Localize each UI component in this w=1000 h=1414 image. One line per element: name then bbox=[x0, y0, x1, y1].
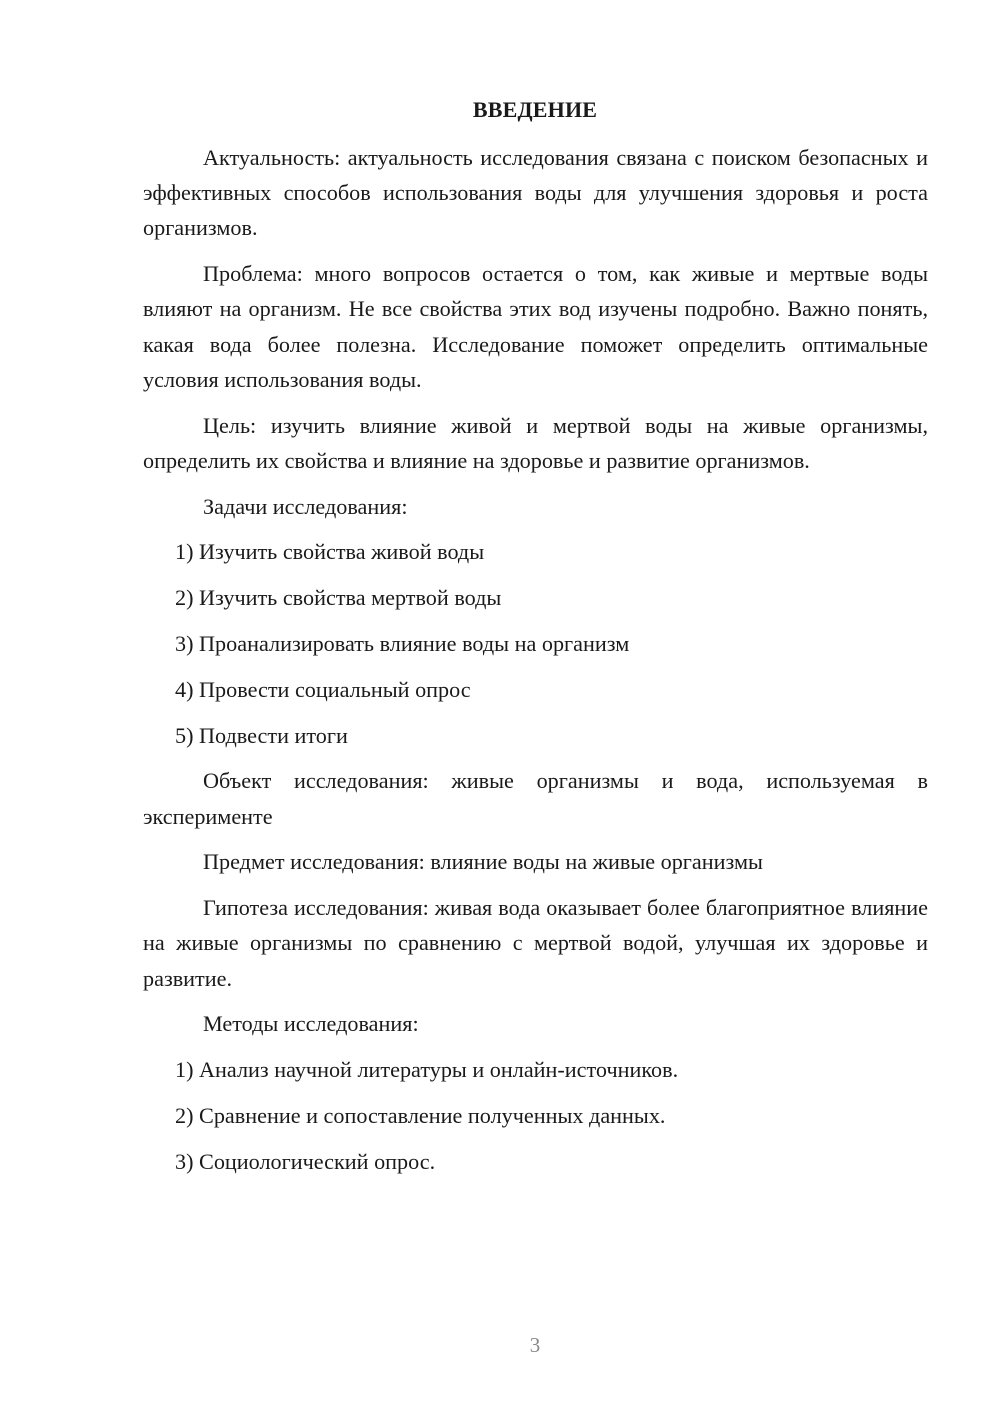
goal-paragraph: Цель: изучить влияние живой и мертвой воды на живые организмы, определить их свойства и влияние на здоровье и развитие организмов. bbox=[143, 412, 928, 473]
task-item: 1) Изучить свойства живой воды bbox=[175, 539, 485, 565]
problem-paragraph: Проблема: много вопросов остается о том, как живые и мертвые воды влияют на организм. Не все свойства этих вод изучены подробно. Важно понять, какая вода более полезна. Исследование поможет определить оптимальные условия использования воды. bbox=[143, 261, 928, 392]
method-item: 2) Сравнение и сопоставление полученных данных. bbox=[175, 1102, 666, 1128]
relevance-paragraph: Актуальность: актуальность исследования связана с поиском безопасных и эффективных способов использования воды для улучшения здоровья и роста организмов. bbox=[143, 145, 928, 241]
methods-title: Методы исследования: bbox=[203, 1011, 419, 1037]
page-number: 3 bbox=[529, 1333, 541, 1357]
task-item: 5) Подвести итоги bbox=[175, 722, 348, 748]
method-item: 1) Анализ научной литературы и онлайн-источников. bbox=[175, 1057, 679, 1083]
task-item: 4) Провести социальный опрос bbox=[175, 676, 471, 702]
method-item: 3) Социологический опрос. bbox=[175, 1148, 436, 1174]
tasks-title: Задачи исследования: bbox=[203, 493, 408, 519]
document-body bbox=[143, 140, 928, 1190]
object-paragraph: Объект исследования: живые организмы и вода, используемая в эксперименте bbox=[143, 768, 928, 829]
task-item: 2) Изучить свойства мертвой воды bbox=[175, 585, 502, 611]
section-heading: ВВЕДЕНИЕ bbox=[472, 97, 598, 122]
task-item: 3) Проанализировать влияние воды на организм bbox=[175, 631, 630, 656]
subject-paragraph: Предмет исследования: влияние воды на живые организмы bbox=[203, 849, 763, 875]
hypothesis-paragraph: Гипотеза исследования: живая вода оказывает более благоприятное влияние на живые организмы по сравнению с мертвой водой, улучшая их здоровье и развитие. bbox=[143, 895, 928, 991]
